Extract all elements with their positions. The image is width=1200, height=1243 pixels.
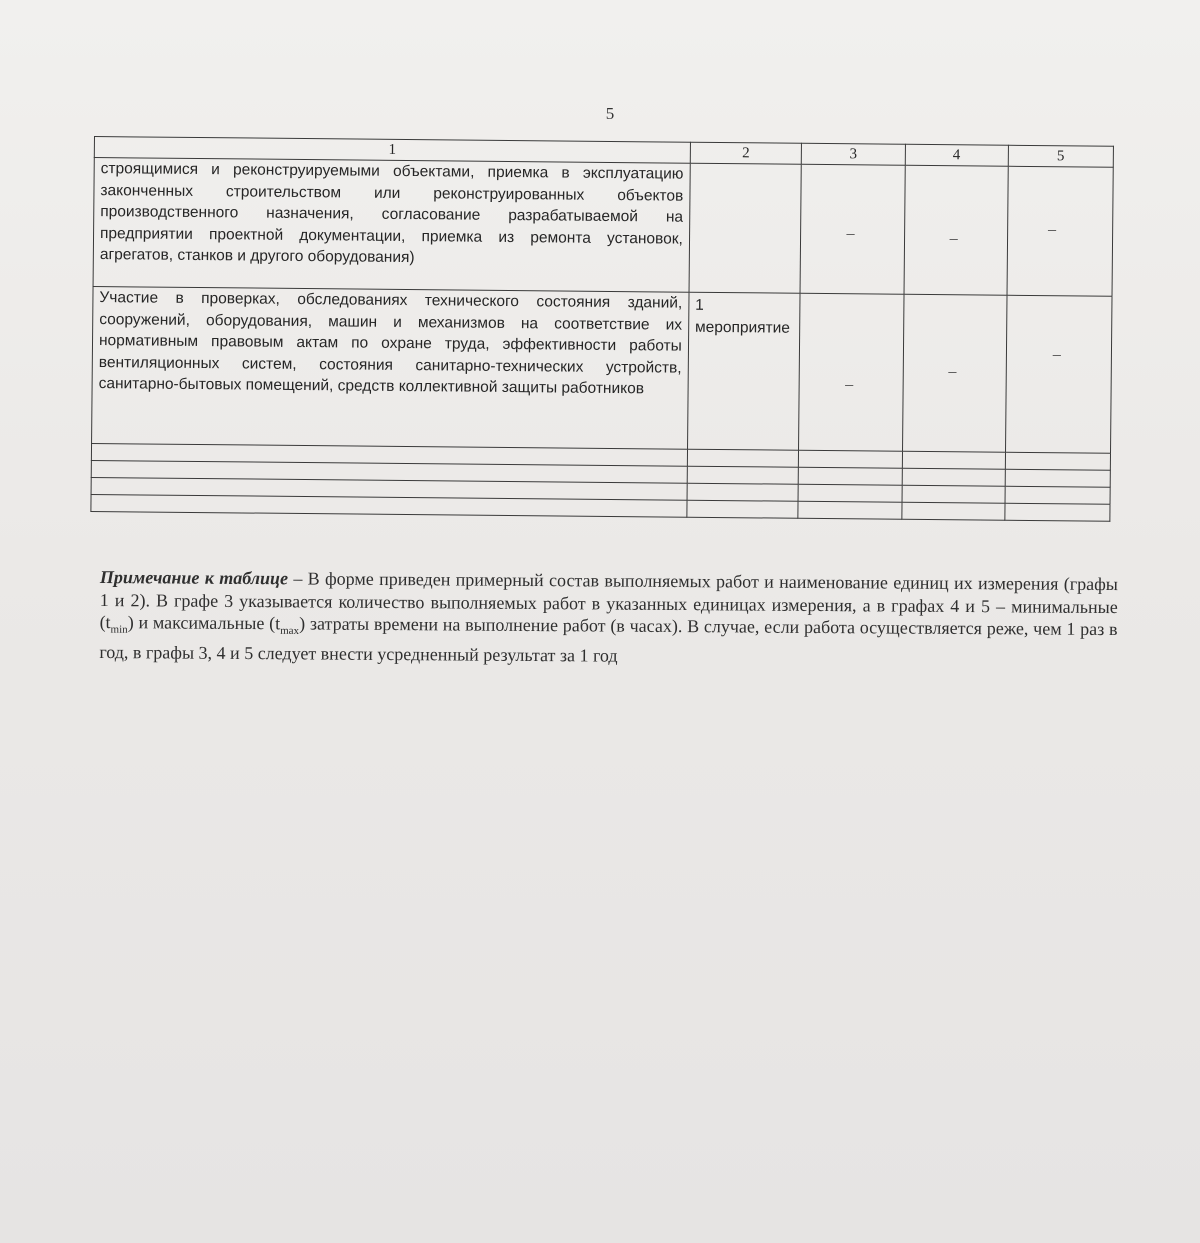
work-table bbox=[90, 136, 1114, 522]
time-max-cell bbox=[1005, 295, 1112, 453]
empty-cell bbox=[901, 502, 1004, 520]
empty-cell bbox=[687, 500, 799, 518]
time-min-dash: – bbox=[948, 363, 957, 381]
work-description-cell: строящимися и реконструируемыми объектами, приемка в эксплуатацию законченных строительством или реконструированных объектов производственного назначения, согласование разрабатываемой на предприятии проектной документации, приемка из ремонта установок, агрегатов, станков и другого оборудования) bbox=[93, 158, 690, 293]
column-header-3: 3 bbox=[802, 143, 905, 165]
quantity-dash: – bbox=[845, 376, 854, 394]
page-number: 5 bbox=[605, 104, 615, 123]
unit-cell bbox=[689, 163, 802, 293]
empty-cell bbox=[799, 467, 902, 485]
unit-text: 1 мероприятие bbox=[694, 296, 791, 337]
empty-cell bbox=[799, 450, 902, 468]
empty-cell bbox=[687, 466, 799, 484]
unit-cell bbox=[687, 292, 800, 450]
time-min-dash: – bbox=[949, 230, 958, 248]
quantity-cell bbox=[800, 164, 904, 294]
empty-cell bbox=[687, 483, 799, 501]
time-max-dash: – bbox=[1052, 346, 1061, 364]
time-max-cell bbox=[1007, 166, 1114, 296]
column-header-4: 4 bbox=[905, 144, 1008, 166]
quantity-dash: – bbox=[846, 225, 855, 243]
column-header-2: 2 bbox=[690, 142, 802, 164]
empty-cell bbox=[902, 451, 1005, 469]
time-min-cell bbox=[904, 165, 1008, 295]
empty-cell bbox=[1005, 486, 1110, 504]
column-header-1: 1 bbox=[94, 137, 690, 164]
note-text-part2: ) и максимальные (t bbox=[127, 612, 281, 634]
column-header-5: 5 bbox=[1008, 145, 1113, 167]
empty-cell bbox=[902, 468, 1005, 486]
empty-cell bbox=[798, 501, 901, 519]
empty-cell bbox=[798, 484, 901, 502]
note-text-part3: ) затраты времени на выполнение работ (в часах). В случае, если работа осуществляется реже, чем 1 раз в год, в графы 3, 4 и 5 следует внести усредненный результат за 1 год bbox=[99, 613, 1118, 666]
time-max-dash: – bbox=[1047, 221, 1057, 239]
time-min-cell bbox=[902, 294, 1007, 452]
empty-cell bbox=[1005, 452, 1110, 470]
work-description-cell: Участие в проверках, обследованиях технического состояния зданий, сооружений, оборудования, машин и механизмов на соответствие их нормативным правовым актам по охране труда, эффективности работы вентиляционных систем, состояния санитарно-технических устройств, санитарно-бытовых помещений, средств коллективной защиты работников bbox=[92, 286, 689, 449]
table-row bbox=[92, 286, 1112, 453]
table-note bbox=[99, 566, 1118, 671]
note-text-part1: – В форме приведен примерный состав выполняемых работ и наименование единиц их измерения (графы 1 и 2). В графе 3 указывается количество выполняемых работ в указанных единицах измерения, а в графах 4 и 5 – минимальные (t bbox=[99, 568, 1118, 633]
empty-cell bbox=[1005, 503, 1110, 521]
table-row bbox=[93, 158, 1113, 297]
empty-cell bbox=[1005, 469, 1110, 487]
note-subscript-min: min bbox=[110, 623, 128, 636]
note-label: Примечание к таблице bbox=[99, 567, 289, 589]
empty-cell bbox=[687, 449, 799, 467]
note-subscript-max: max bbox=[280, 624, 300, 637]
empty-cell bbox=[902, 485, 1005, 503]
quantity-cell bbox=[799, 293, 904, 451]
